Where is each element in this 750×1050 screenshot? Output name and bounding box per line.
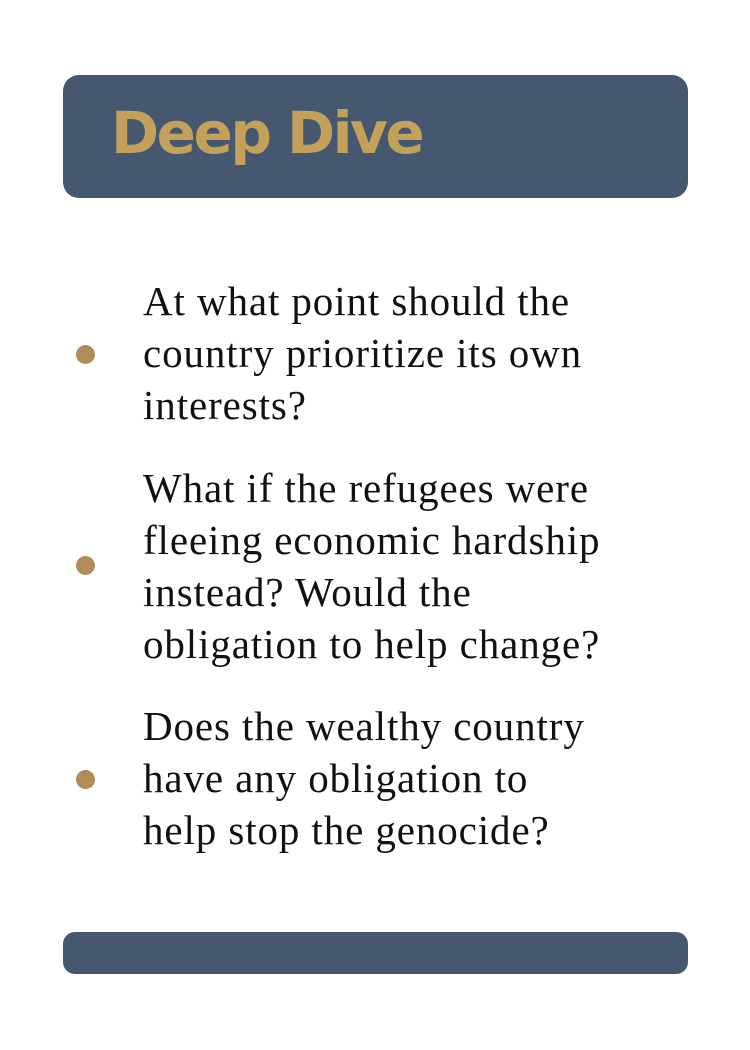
bullet-dot-icon — [76, 770, 95, 789]
header-banner — [63, 75, 688, 198]
question-text: At what point should the country prioritize its own interests? — [143, 278, 583, 428]
bullet-dot-icon — [76, 556, 95, 575]
page-title: Deep Dive — [111, 99, 423, 167]
footer-bar — [63, 932, 688, 974]
bullet-dot-icon — [76, 345, 95, 364]
question-text: Does the wealthy country have any obligation to help stop the genocide? — [143, 703, 585, 853]
question-text: What if the refugees were fleeing economic hardship instead? Would the obligation to help change? — [143, 465, 601, 667]
